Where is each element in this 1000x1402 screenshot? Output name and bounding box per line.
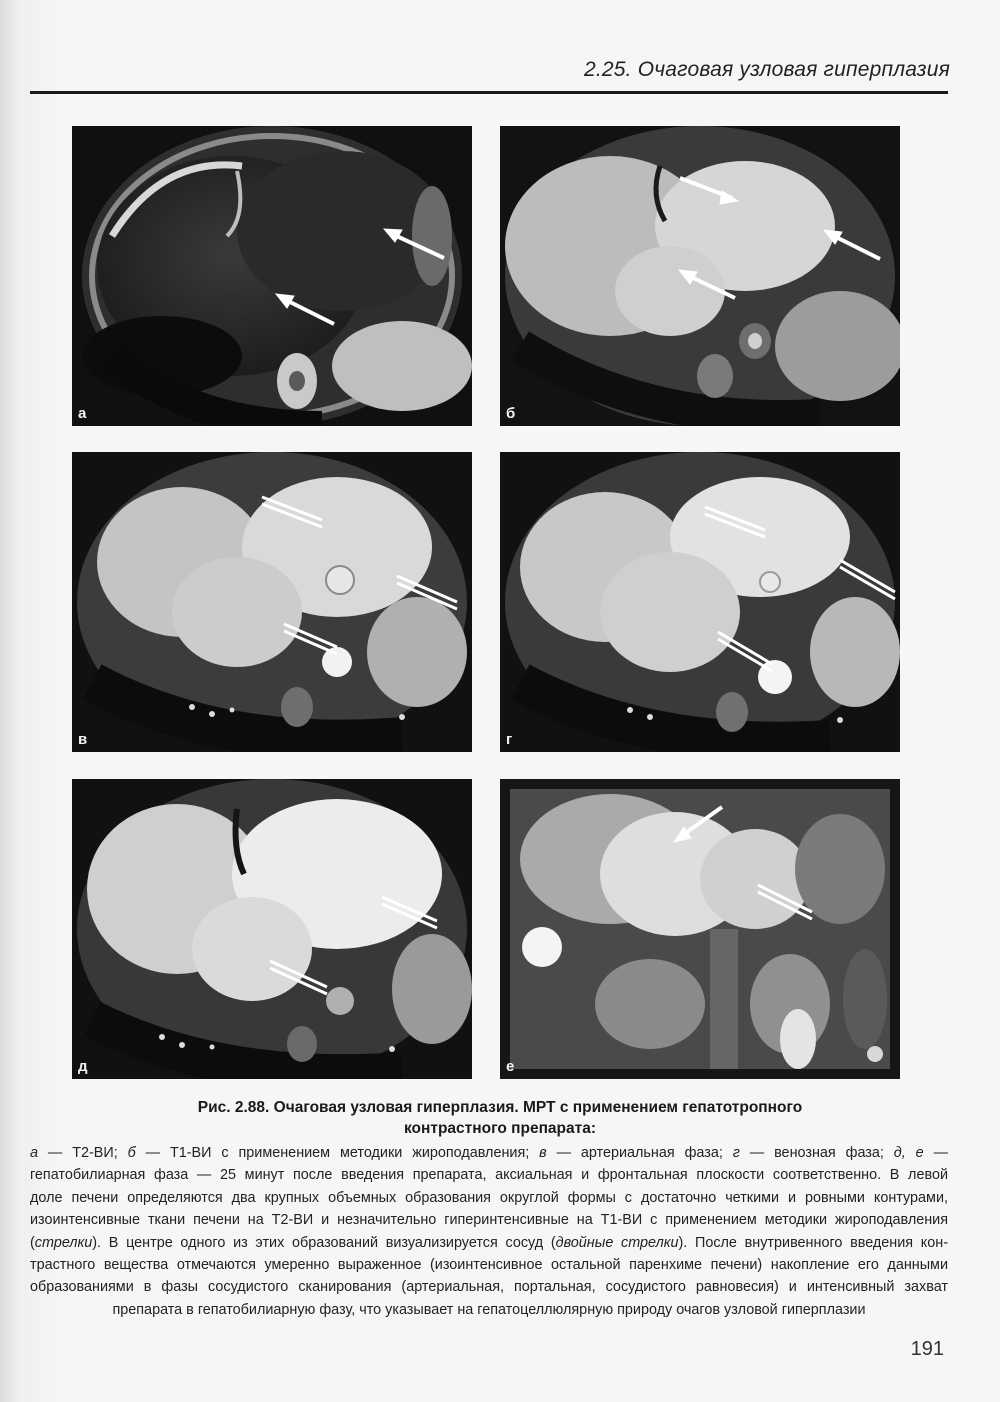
panel-label-a: а bbox=[78, 405, 87, 422]
caption-line-3: доле печени определяются два крупных объемных образования округлой формы с достаточно четкими и ровными контурами, bbox=[30, 1189, 948, 1206]
mri-image-venous bbox=[500, 452, 900, 752]
page-number: 191 bbox=[910, 1338, 944, 1360]
figure-caption-title bbox=[150, 1097, 850, 1139]
header-rule bbox=[30, 91, 948, 94]
caption-line-1: а — Т2-ВИ; б — Т1-ВИ с применением методики жироподавления; в — артериальная фаза; г — венозная фаза; д, е — bbox=[30, 1145, 948, 1161]
mri-image-hepatobiliary-axial bbox=[72, 779, 472, 1079]
caption-line-2: гепатобилиарная фаза — 25 минут после введения препарата, аксиальная и фронтальная плоскости соответственно. В левой bbox=[30, 1167, 948, 1184]
mri-image-arterial bbox=[72, 452, 472, 752]
caption-line-5: (стрелки). В центре одного из этих образований визуализируется сосуд (двойные стрелки). После внутривенного введения кон- bbox=[30, 1234, 948, 1251]
caption-line-8: препарата в гепатобилиарную фазу, что указывает на гепатоцеллюлярную природу очагов узловой гиперплазии bbox=[112, 1301, 866, 1318]
panel-label-e: е bbox=[506, 1058, 515, 1075]
caption-line-4: изоинтенсивные ткани печени на Т2-ВИ и незначительно гиперинтенсивные на Т1-ВИ с применением методики жироподавления bbox=[30, 1212, 948, 1229]
mri-panel-a bbox=[72, 126, 472, 426]
panel-label-g: г bbox=[506, 731, 513, 748]
caption-line-6: трастного вещества отмечаются умеренно выраженное (изоинтенсивное остальной паренхиме печени) накопление его данными bbox=[30, 1257, 948, 1274]
panel-label-b: б bbox=[506, 405, 516, 422]
panel-label-v: в bbox=[78, 731, 88, 748]
mri-panel-b bbox=[500, 126, 900, 426]
panel-label-d: д bbox=[78, 1058, 88, 1075]
mri-image-t1-fatsat bbox=[500, 126, 900, 426]
figure-caption-body bbox=[30, 1142, 948, 1321]
running-header: 2.25. Очаговая узловая гиперплазия bbox=[583, 58, 950, 81]
mri-panel-d bbox=[72, 779, 472, 1079]
caption-line-7: образованиями в фазы сосудистого сканирования (артериальная, портальная, сосудистого равновесия) и интенсивный захват bbox=[30, 1279, 948, 1296]
caption-title-line-1: Рис. 2.88. Очаговая узловая гиперплазия. МРТ с применением гепатотропного bbox=[197, 1099, 803, 1116]
mri-panel-g bbox=[500, 452, 900, 752]
caption-title-line-2: контрастного препарата: bbox=[403, 1120, 597, 1137]
mri-panel-v bbox=[72, 452, 472, 752]
mri-panel-e bbox=[500, 779, 900, 1079]
mri-image-hepatobiliary-coronal bbox=[500, 779, 900, 1079]
mri-image-t2 bbox=[72, 126, 472, 426]
